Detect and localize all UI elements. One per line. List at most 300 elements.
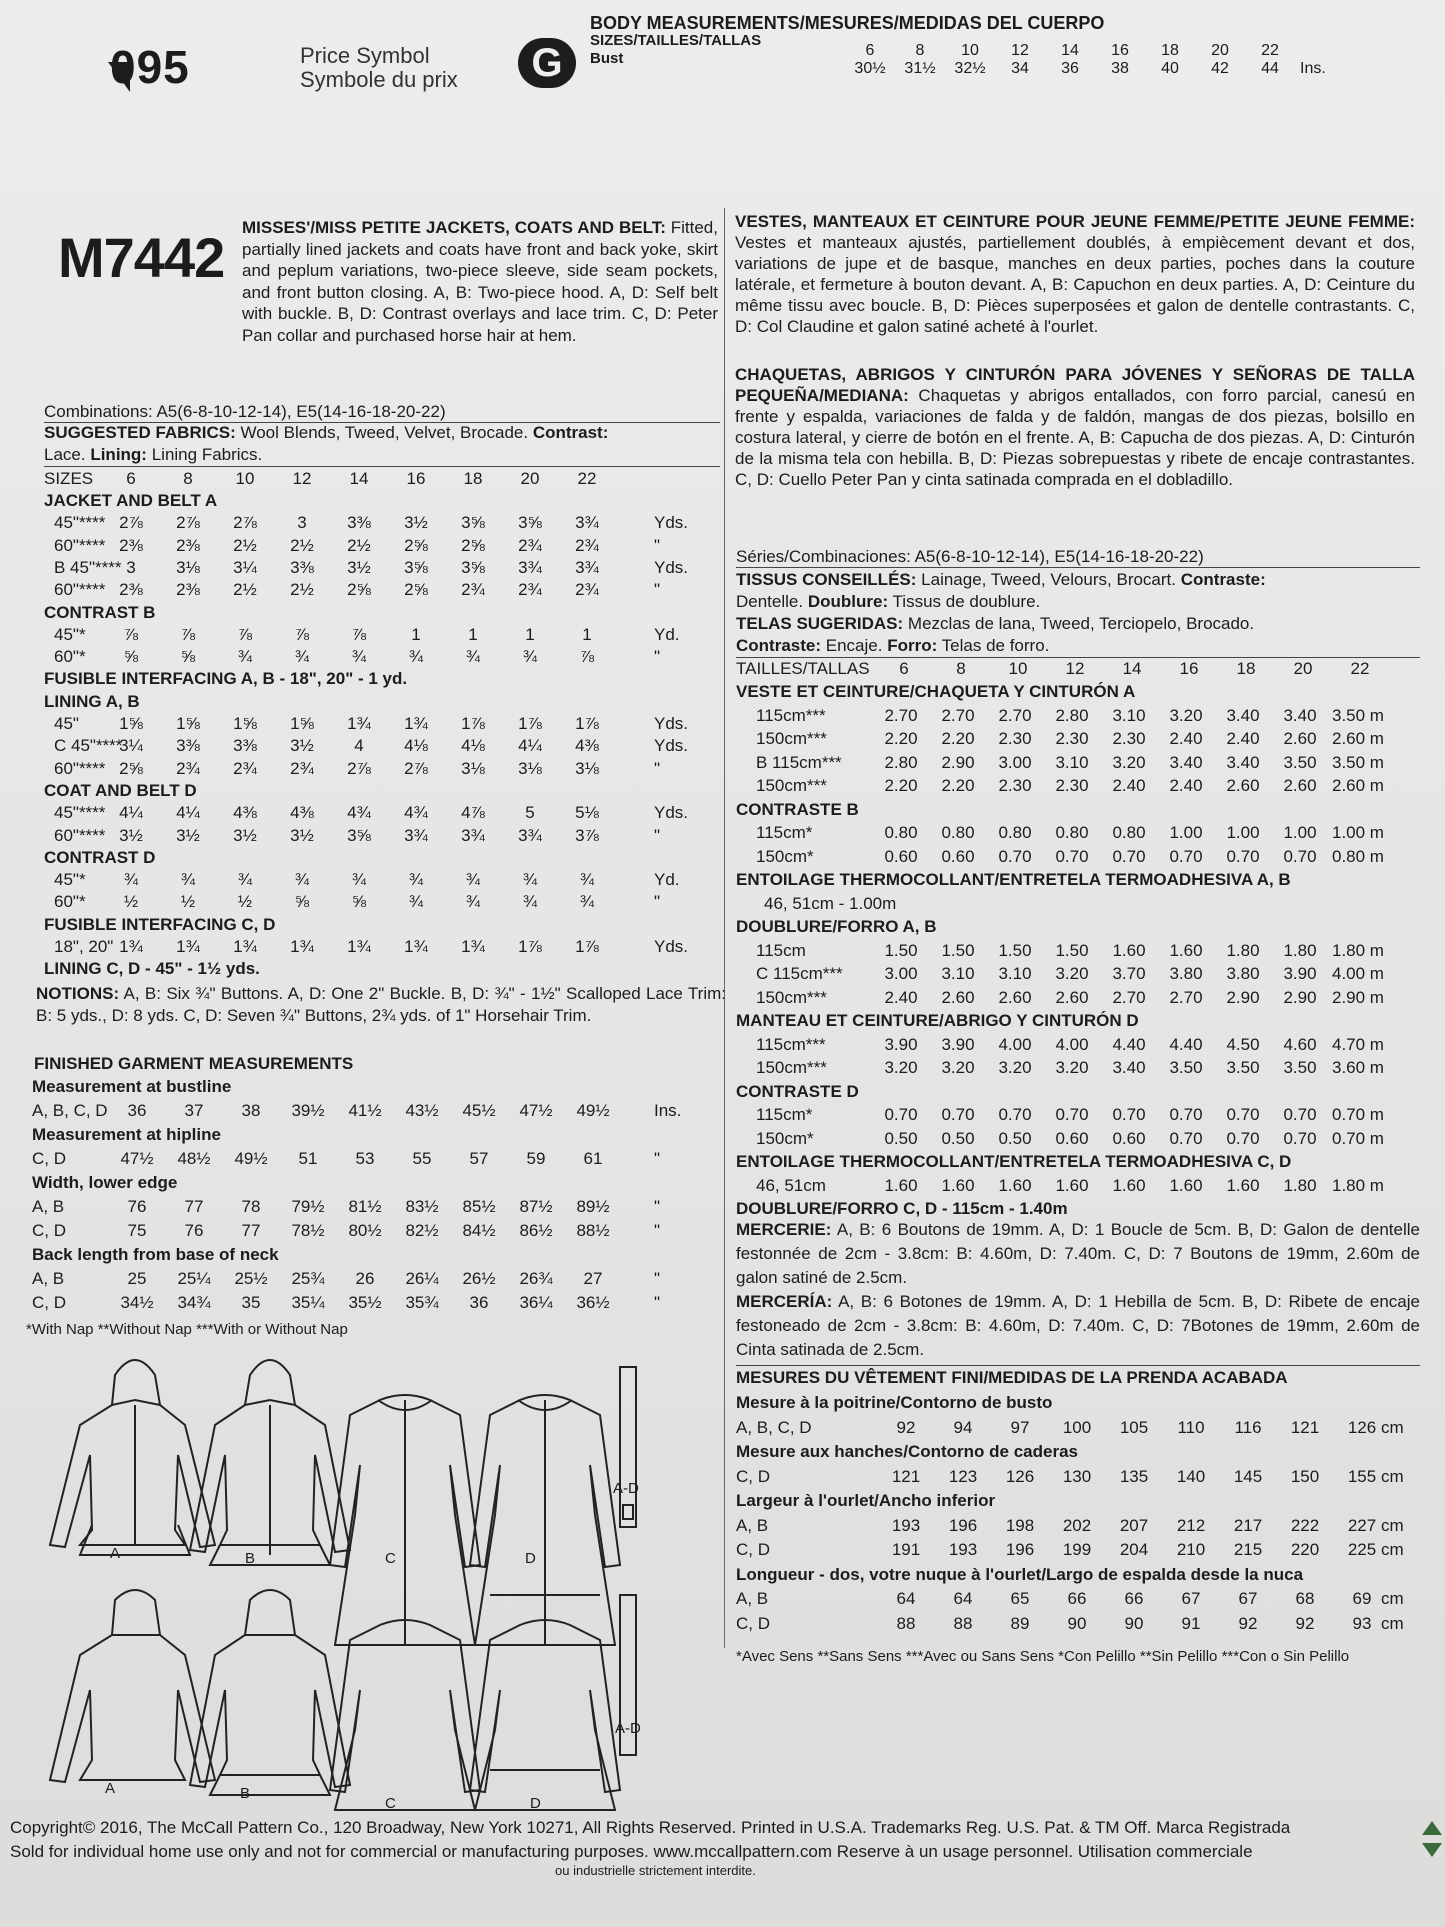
row-value: ¾ <box>522 870 538 890</box>
row-value: 1.60 <box>1112 940 1146 960</box>
row-value: 2.20 <box>941 729 975 748</box>
price-symbol-fr: Symbole du prix <box>300 67 458 92</box>
table-row <box>44 847 720 869</box>
row-value: 1.50 <box>998 940 1032 960</box>
size-col: 12 <box>292 469 312 488</box>
row-value: 2⅞ <box>176 513 200 533</box>
size-col: 8 <box>183 469 193 488</box>
row-value: 2.60 m <box>1332 729 1384 748</box>
row-value: 48½ <box>177 1149 211 1168</box>
row-label: C, D <box>32 1293 66 1312</box>
row-value: 2.40 <box>884 987 918 1007</box>
row-value: 66 <box>1124 1589 1144 1608</box>
row-value: 116 <box>1234 1417 1262 1437</box>
row-value: 77 <box>241 1221 261 1240</box>
table-row <box>736 1197 1420 1221</box>
row-value: 2.70 <box>941 705 975 725</box>
row-value: 90 <box>1124 1613 1144 1633</box>
es-merceria <box>736 1290 1420 1362</box>
row-value: 227 <box>1347 1515 1377 1535</box>
recycle-icon <box>1418 1815 1445 1861</box>
fr-contraste: Dentelle. <box>736 592 804 611</box>
row-value: 2.70 <box>1169 987 1203 1007</box>
row-heading: FUSIBLE INTERFACING A, B - 18", 20" - 1 yd. <box>44 669 408 689</box>
row-label: A, B <box>32 1197 65 1216</box>
body-size: 12 <box>1011 42 1029 59</box>
row-value: 88 <box>953 1613 973 1633</box>
table-row <box>32 1123 722 1147</box>
row-value: 1.60 <box>884 1175 918 1195</box>
table-row <box>32 1147 722 1171</box>
row-value: ⅝ <box>351 892 367 912</box>
bust-label: Bust <box>590 50 624 67</box>
row-value: 3⅞ <box>575 825 599 845</box>
table-row <box>736 962 1420 986</box>
view-c-front-label: C <box>385 1550 396 1567</box>
row-value: 2.60 <box>1226 776 1260 795</box>
row-value: 155 <box>1347 1466 1377 1486</box>
fr-doublure-label: Doublure: <box>807 592 889 611</box>
sizes-label: SIZES/TAILLES/TALLAS <box>590 32 762 49</box>
row-value: 3.40 <box>1169 752 1203 772</box>
table-row <box>736 1416 1420 1441</box>
en-combinations: Combinations: A5(6-8-10-12-14), E5(14-16-18-20-22) <box>44 402 446 421</box>
row-value: 79½ <box>291 1197 325 1216</box>
row-value: 55 <box>412 1149 432 1168</box>
table-row <box>736 1587 1420 1612</box>
sizes-label: TAILLES/TALLAS <box>736 659 870 678</box>
row-value: 207 <box>1119 1515 1149 1535</box>
row-label: 150cm* <box>756 846 814 866</box>
row-label: C, D <box>32 1149 66 1168</box>
row-value: 196 <box>1005 1540 1035 1559</box>
en-notions <box>36 983 726 1027</box>
row-value: 3.40 <box>1283 705 1317 725</box>
table-row <box>44 691 720 713</box>
row-label: A, B, C, D <box>32 1101 108 1120</box>
row-value: ¾ <box>408 892 424 912</box>
row-value: 47½ <box>120 1149 154 1168</box>
row-heading: Largeur à l'ourlet/Ancho inferior <box>736 1491 996 1510</box>
row-unit: Yds. <box>654 557 689 577</box>
row-value: 1.00 <box>1226 823 1260 842</box>
table-row <box>736 915 1420 939</box>
row-value: 135 <box>1119 1466 1149 1486</box>
row-value: ¾ <box>522 647 538 667</box>
row-value: 0.80 <box>1055 823 1089 842</box>
row-value: 0.70 <box>1112 1105 1146 1124</box>
row-value: 88½ <box>576 1221 610 1240</box>
fr-footnote: *Avec Sens **Sans Sens ***Avec ou Sans Sens *Con Pelillo **Sin Pelillo ***Con o Sin Pelillo <box>736 1648 1350 1665</box>
row-value: 61 <box>583 1149 603 1168</box>
row-value: 0.80 <box>998 823 1032 842</box>
row-heading: LINING A, B <box>44 691 140 711</box>
fr-doublure: Tissus de doublure. <box>892 592 1041 611</box>
body-size: 14 <box>1061 42 1079 59</box>
row-unit: " <box>654 1221 661 1240</box>
row-value: 3⅛ <box>176 557 200 577</box>
row-value: 4.40 <box>1169 1034 1203 1054</box>
row-value: 78½ <box>291 1221 325 1240</box>
row-value: 0.50 <box>998 1128 1032 1148</box>
row-label: 45" <box>54 714 79 733</box>
row-value: 85½ <box>462 1197 496 1216</box>
row-heading: JACKET AND BELT A <box>44 491 218 510</box>
row-value: 2.80 <box>1055 705 1089 725</box>
belt-front-drawing <box>620 1367 636 1527</box>
row-value: 3.20 <box>1055 964 1089 983</box>
row-value: 204 <box>1119 1540 1149 1559</box>
size-col: 14 <box>1122 659 1142 678</box>
row-value: 3⅛ <box>575 758 599 778</box>
table-row <box>736 1440 1420 1465</box>
table-row <box>32 1099 722 1123</box>
row-unit: cm <box>1381 1540 1404 1559</box>
table-row <box>44 668 720 690</box>
es-telas-label: TELAS SUGERIDAS: <box>736 614 904 633</box>
table-row <box>44 958 720 980</box>
row-value: 35¼ <box>291 1293 325 1312</box>
row-value: 2¾ <box>176 758 200 778</box>
row-value: 2¾ <box>518 535 542 555</box>
row-value: 0.70 <box>1226 1105 1260 1124</box>
row-label: 150cm*** <box>756 729 827 748</box>
row-value: 3⅝ <box>404 557 428 577</box>
row-value: 212 <box>1176 1515 1206 1535</box>
es-merceria-label: MERCERÍA: <box>736 1292 833 1311</box>
size-col: 14 <box>349 469 369 488</box>
row-value: 0.80 <box>884 823 918 842</box>
row-value: ¾ <box>351 870 367 890</box>
row-value: 2.30 <box>998 729 1032 748</box>
row-value: 2⅞ <box>119 513 143 533</box>
table-row <box>736 1612 1420 1637</box>
row-value: 0.70 <box>884 1105 918 1124</box>
row-label: 115cm* <box>756 823 813 842</box>
fr-contraste-label: Contraste: <box>1180 570 1266 589</box>
size-col: 22 <box>577 469 597 488</box>
row-value: 2½ <box>233 580 257 600</box>
row-value: 3.20 <box>1169 705 1203 725</box>
row-value: 2.70 <box>998 705 1032 725</box>
table-row <box>32 1171 722 1195</box>
row-value: 1¾ <box>233 937 257 956</box>
row-value: 26¼ <box>405 1269 439 1288</box>
row-unit: " <box>654 647 661 667</box>
body-measurements <box>590 14 1390 84</box>
row-value: 150 <box>1290 1466 1320 1486</box>
garment-line-drawings <box>20 1345 725 1815</box>
table-row <box>736 1127 1420 1151</box>
table-row <box>44 780 720 802</box>
row-label: A, B, C, D <box>736 1417 812 1437</box>
row-value: 3.50 m <box>1332 752 1384 772</box>
table-row <box>736 1009 1420 1033</box>
row-unit: Yds. <box>654 736 689 756</box>
row-value: 3¼ <box>233 557 257 577</box>
row-value: ⅞ <box>237 624 253 644</box>
table-row <box>44 557 720 579</box>
view-d-front-drawing <box>470 1395 620 1645</box>
size-col: 8 <box>956 659 966 678</box>
row-heading: DOUBLURE/FORRO A, B <box>736 917 937 936</box>
row-value: 49½ <box>576 1101 610 1120</box>
size-col: 12 <box>1065 659 1085 678</box>
row-value: 2.20 <box>941 776 975 795</box>
row-value: 2.20 <box>884 776 918 795</box>
row-value: 3½ <box>347 557 371 577</box>
table-row <box>736 1056 1420 1080</box>
row-value: 2⅝ <box>404 535 428 555</box>
row-value: 3⅜ <box>347 513 371 533</box>
row-value: 1.60 <box>941 1175 975 1195</box>
row-value: 0.70 <box>1112 846 1146 866</box>
row-value: 43½ <box>405 1101 439 1120</box>
row-value: ¾ <box>579 892 595 912</box>
row-value: 121 <box>1290 1417 1320 1437</box>
row-value: 1 <box>582 624 592 644</box>
row-label: 45"* <box>54 624 86 644</box>
row-value: 2¾ <box>518 580 542 600</box>
body-size: 16 <box>1111 42 1129 59</box>
row-value: 68 <box>1295 1589 1315 1608</box>
row-heading: MANTEAU ET CEINTURE/ABRIGO Y CINTURÓN D <box>736 1011 1139 1030</box>
row-value: 92 <box>1295 1613 1315 1633</box>
bust-units: Ins. <box>1300 60 1326 77</box>
size-col: 6 <box>899 659 909 678</box>
row-value: 88 <box>896 1613 916 1633</box>
row-unit: " <box>654 535 661 555</box>
english-description-lead: MISSES'/MISS PETITE JACKETS, COATS AND BELT: <box>242 218 666 237</box>
row-value: 220 <box>1290 1540 1320 1559</box>
fr-finished-title <box>736 1366 1288 1389</box>
row-value: 89 <box>1010 1613 1030 1633</box>
row-label: 150cm*** <box>756 1058 827 1077</box>
row-value: ¾ <box>294 870 310 890</box>
row-value: 4⅛ <box>404 736 428 756</box>
row-value: 2½ <box>347 535 371 555</box>
row-value: 3⅛ <box>461 758 485 778</box>
es-contraste: Encaje. <box>825 636 883 655</box>
belt-front-label: A-D <box>613 1480 639 1497</box>
price-letter-badge: G <box>518 38 576 88</box>
row-value: 0.50 <box>884 1128 918 1148</box>
size-col: 16 <box>1179 659 1199 678</box>
row-value: 39½ <box>291 1101 325 1120</box>
fr-mercerie <box>736 1218 1420 1290</box>
table-row <box>736 1103 1420 1127</box>
row-value: ⅝ <box>123 647 139 667</box>
row-unit: " <box>654 1269 661 1288</box>
row-value: 4.70 m <box>1332 1034 1384 1054</box>
table-row <box>44 624 720 646</box>
es-contraste-label: Contraste: <box>736 636 822 655</box>
row-value: 2¾ <box>290 758 314 778</box>
row-value: 2.60 <box>1283 776 1317 795</box>
row-value: 1.60 <box>1169 1175 1203 1195</box>
row-value: 92 <box>896 1417 916 1437</box>
row-unit: " <box>654 580 661 600</box>
row-value: 2.60 <box>1055 987 1089 1007</box>
row-value: 3½ <box>290 736 314 756</box>
fr-sizes-row <box>736 657 1420 680</box>
row-value: 1⅝ <box>290 714 314 733</box>
row-value: 3.20 <box>1055 1058 1089 1077</box>
row-value: 4¼ <box>518 736 542 756</box>
row-value: 2.70 <box>1112 987 1146 1007</box>
row-value: 4.00 m <box>1332 964 1384 983</box>
table-row <box>32 1075 722 1099</box>
en-notions-label: NOTIONS: <box>36 984 120 1003</box>
row-value: 3⅝ <box>347 825 371 845</box>
row-value: ⅝ <box>180 647 196 667</box>
row-label: 60"* <box>54 892 86 912</box>
row-value: ¾ <box>465 892 481 912</box>
row-value: 34½ <box>120 1293 154 1312</box>
en-finished-title <box>34 1052 353 1075</box>
row-value: 2⅜ <box>176 535 200 555</box>
table-row <box>32 1195 722 1219</box>
row-value: 1⅝ <box>233 714 257 733</box>
row-value: ¾ <box>465 647 481 667</box>
en-fabrics-label: SUGGESTED FABRICS: <box>44 423 236 442</box>
table-row <box>44 602 720 624</box>
row-value: 66 <box>1067 1589 1087 1608</box>
row-value: 2.20 <box>884 729 918 748</box>
row-value: 123 <box>948 1466 978 1486</box>
view-c-back-drawing <box>330 1620 480 1810</box>
row-value: 4¾ <box>347 803 371 823</box>
row-value: 1.60 <box>1112 1175 1146 1195</box>
row-value: 1¾ <box>404 714 428 733</box>
row-value: 4.40 <box>1112 1034 1146 1054</box>
row-value: 34¾ <box>177 1293 211 1312</box>
fr-tissus: Lainage, Tweed, Velours, Brocart. <box>921 570 1176 589</box>
row-value: 2.30 <box>1055 729 1089 748</box>
row-unit: Yds. <box>654 714 689 733</box>
table-row <box>736 704 1420 728</box>
row-value: ½ <box>123 892 139 912</box>
row-value: ¾ <box>237 870 253 890</box>
row-value: 3¾ <box>575 557 599 577</box>
table-row <box>736 939 1420 963</box>
row-value: 4⅜ <box>290 803 314 823</box>
row-value: 0.70 <box>1283 1128 1317 1148</box>
view-b-front-drawing <box>190 1360 350 1565</box>
row-value: 67 <box>1181 1589 1201 1608</box>
copyright-line-1: Copyright© 2016, The McCall Pattern Co., 120 Broadway, New York 10271, All Rights Reserved. Printed in U.S.A. Trademarks Reg. U.S. Pat. & TM Off. Marca Registrada <box>10 1818 1291 1837</box>
es-telas-line <box>736 612 1254 635</box>
row-value: 3.40 <box>1112 1058 1146 1077</box>
row-value: 3⅜ <box>290 557 314 577</box>
row-value: 4 <box>354 736 364 756</box>
row-label: 60"**** <box>54 580 106 600</box>
row-value: ⅞ <box>123 624 139 644</box>
row-value: 4⅛ <box>461 736 485 756</box>
row-value: 130 <box>1062 1466 1092 1486</box>
row-value: ½ <box>237 892 253 912</box>
row-label: 60"**** <box>54 758 106 778</box>
size-col: 6 <box>126 469 136 488</box>
row-value: 35½ <box>348 1293 382 1312</box>
row-label: 45"* <box>54 870 86 890</box>
row-heading: Width, lower edge <box>32 1173 178 1192</box>
row-heading: DOUBLURE/FORRO C, D - 115cm - 1.40m <box>736 1199 1068 1218</box>
table-row <box>736 1174 1420 1198</box>
table-row <box>32 1243 722 1267</box>
body-bust-value: 32½ <box>954 60 986 77</box>
size-col: 18 <box>1236 659 1256 678</box>
row-value: ¾ <box>579 870 595 890</box>
row-value: 1.00 <box>1169 823 1203 842</box>
row-value: 27 <box>583 1269 603 1288</box>
row-value: ⅞ <box>180 624 196 644</box>
row-value: 78 <box>241 1197 261 1216</box>
table-row <box>44 579 720 601</box>
french-description-lead: VESTES, MANTEAUX ET CEINTURE POUR JEUNE FEMME/PETITE JEUNE FEMME: <box>735 212 1415 231</box>
row-heading: VESTE ET CEINTURE/CHAQUETA Y CINTURÓN A <box>736 682 1136 701</box>
spanish-description-text: Chaquetas y abrigos entallados, con forro parcial, canesú en frente y espalda, variaciones de falda y de faldón, mangas de dos piezas, bolsillo en costura lateral, y cierre de botón en el frente. A, B: Capucha de dos piezas. A, D: Cinturón de la misma tela con hebilla. B, D: Piezas sobrepuestas y ribete de encaje contrastantes. C, D: Cuello Peter Pan y cinta satinada comprada en el dobladillo. <box>735 386 1415 489</box>
row-value: 2⅝ <box>347 580 371 600</box>
row-value: 26 <box>355 1269 375 1288</box>
fr-combinations: Séries/Combinaciones: A5(6-8-10-12-14), E5(14-16-18-20-22) <box>736 547 1204 566</box>
row-value: 2.90 <box>1226 987 1260 1007</box>
row-label: 115cm*** <box>756 1034 826 1054</box>
fr-mercerie-label: MERCERIE: <box>736 1220 832 1239</box>
row-unit: Yds. <box>654 513 689 533</box>
row-label: 115cm <box>756 940 806 960</box>
row-value: 1¾ <box>119 937 143 956</box>
row-label: 45"**** <box>54 513 106 533</box>
table-row <box>736 845 1420 869</box>
row-value: 1.50 <box>941 940 975 960</box>
size-col: 20 <box>1293 659 1313 678</box>
fr-tissus-line <box>736 568 1266 591</box>
table-row <box>736 1465 1420 1490</box>
table-row <box>736 798 1420 822</box>
row-value: 0.70 <box>1283 1105 1317 1124</box>
row-value: 126 <box>1005 1466 1035 1486</box>
row-value: 84½ <box>462 1221 496 1240</box>
body-sizes-row <box>845 42 1295 60</box>
table-row <box>44 646 720 668</box>
row-value: 2.70 <box>884 705 918 725</box>
row-value: 3.90 <box>884 1034 918 1054</box>
row-value: 2.40 <box>1169 729 1203 748</box>
row-value: 2⅝ <box>461 535 485 555</box>
row-value: 5⅛ <box>575 803 599 823</box>
row-unit: Ins. <box>654 1101 682 1120</box>
row-label: 45"**** <box>54 803 106 823</box>
price-symbol-en: Price Symbol <box>300 43 430 68</box>
row-value: 196 <box>948 1515 978 1535</box>
english-description-text: Fitted, partially lined jackets and coats have front and back yoke, skirt and peplum variations, two-piece sleeve, side seam pockets, and front button closing. A, B: Two-piece hood. A, D: Self belt with buckle. B, D: Contrast overlays and lace trim. C, D: Peter Pan collar and purchased horse hair at hem. <box>242 218 718 345</box>
row-value: 45½ <box>462 1101 496 1120</box>
row-heading: CONTRAST B <box>44 602 156 622</box>
row-value: 4⅜ <box>233 803 257 823</box>
row-value: ⅞ <box>294 624 310 644</box>
table-row <box>736 1538 1420 1563</box>
row-value: 2.60 <box>998 987 1032 1007</box>
copyright-footer <box>10 1816 1430 1878</box>
table-row <box>736 1514 1420 1539</box>
es-forro-line <box>736 634 1049 657</box>
row-value: 3.70 <box>1112 964 1146 983</box>
row-label: C 45"**** <box>54 736 123 756</box>
body-bust-value: 31½ <box>904 60 936 77</box>
row-value: 3.50 m <box>1332 705 1384 725</box>
row-value: 97 <box>1010 1417 1030 1437</box>
